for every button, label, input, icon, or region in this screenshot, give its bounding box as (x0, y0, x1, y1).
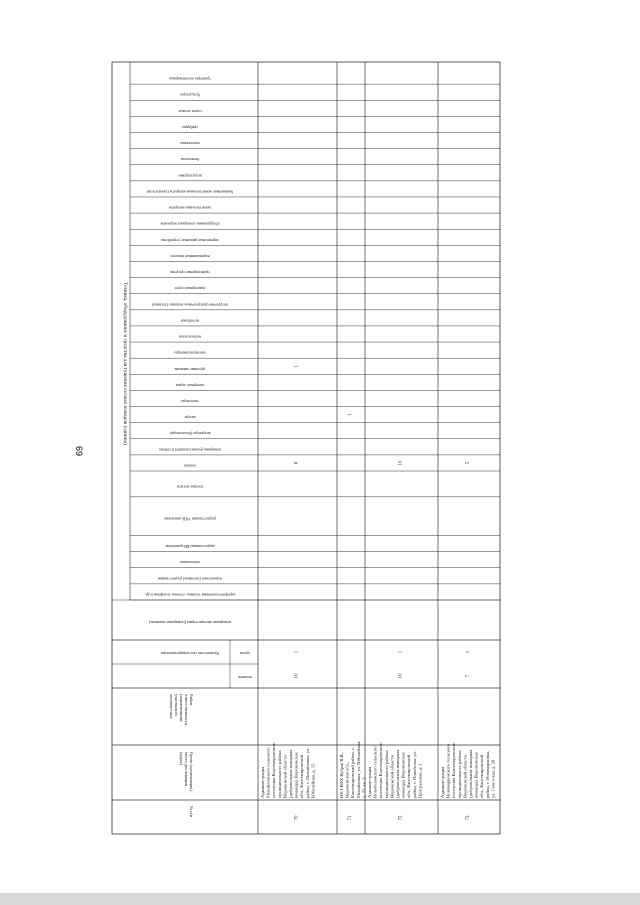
data-row-70-org-line: Юбилейная, д. 15 (310, 763, 316, 798)
data-row-72-org-line: Воронежской области (389, 755, 395, 798)
data-row-72-org-line: муниципального района (383, 750, 389, 798)
data-row-72-people: 10 (398, 673, 404, 679)
data-row-72-org-line: команда), Воронежская (400, 752, 406, 798)
fire-engine-header: пожарные автоцистерны (пожарные машины) (149, 620, 231, 625)
data-row-70-org-line: Михайловского сельского (265, 747, 271, 798)
data-row-73-org-line: ул. Советская, д. 28 (490, 759, 496, 798)
data-row-72-equipment-value: 10 (398, 460, 404, 466)
data-row-70-num: 70 (294, 815, 300, 821)
data-row-73-num: 73 (466, 815, 471, 821)
data-row-72-org-line: (добровольная пожарная (395, 749, 400, 798)
equipment-column-label: топоры-мотыги (176, 484, 204, 490)
text-line: место дислокации (183, 752, 189, 786)
text-line: участкового (173, 694, 179, 717)
equipment-column-label: воздуходувки (178, 173, 202, 179)
equipment-column-label: лопаты (183, 463, 197, 469)
data-row-73-org-line: Новомарковского сельского (445, 743, 451, 798)
text-line: Техника, оборудование и средства для тушения лесных пожаров (единиц) (122, 282, 128, 445)
equipment-column-label: водоналивные емкости (170, 253, 210, 259)
data-row-72-num: 72 (398, 815, 404, 821)
equipment-column-label: тракторы лесопожарные (169, 76, 211, 82)
data-row-70-equipment-value: 1 (294, 364, 300, 368)
data-row-73-groups: 1 (466, 650, 471, 654)
data-row-72-org-line: Центральная, д. 1 (417, 763, 423, 798)
data-row-71-org-line: ИП ГКФХ Кубрак В.В., (339, 752, 344, 798)
equipment-column-label: катера (184, 415, 196, 421)
data-row-70-org-line: Администрация (260, 766, 265, 798)
data-row-70-org-line: Воронежской области (282, 755, 288, 798)
data-row-71-org-line: Михайловка, ул. Юбилейная, (355, 740, 361, 798)
text-line: № п/п (189, 806, 194, 818)
equipment-column-label: переносные ранцевые устройства (161, 237, 219, 243)
people-header: человек (238, 675, 252, 680)
equipment-column-label: бульдозеры (180, 92, 200, 98)
data-row-72-groups: 1 (398, 650, 404, 654)
data-row-70-org-line: муниципального района (276, 750, 282, 798)
page-number: 69 (74, 446, 84, 457)
equipment-column-label: грейдеры (181, 124, 199, 130)
groups-header: групп (239, 651, 251, 656)
text-line: ответственности (183, 694, 189, 726)
equipment-column-label: мотопомпы (180, 560, 200, 566)
data-row-71-num: 71 (348, 815, 353, 821)
equipment-column-label: мотокультиваторы (174, 350, 206, 356)
data-row-70-org-line: поселения Кантемировского (271, 742, 277, 798)
text-line: (адрес) (178, 752, 184, 766)
zone-header (169, 694, 194, 726)
equipment-column-label: пожарные рукава (шланги) и стволы (159, 447, 221, 453)
equipment-column-label: тракторные плуги (174, 286, 206, 292)
equipment-column-label: мотопомпы (180, 141, 200, 147)
equipment-column-label: зажигательные аппараты (168, 205, 212, 211)
data-row-73-org-line: район, с. Новомарковка, (484, 750, 490, 798)
data-row-73-org-line: Воронежской области (462, 755, 468, 798)
data-row-70-org-line: команда), Воронежская (293, 752, 299, 798)
equipment-column-label: аэрофотосъемочная техника, сотовые телефоны и др. (144, 592, 236, 598)
data-row-71-org-line: д. 27, кв. 2 (361, 777, 367, 798)
group-header-label (122, 282, 129, 445)
people-group-header: Количество сил пожаротушения (161, 651, 219, 656)
data-row-73-org-line: муниципального района (456, 750, 462, 798)
equipment-column-label: погрузочно-разгрузочные машины (техника) (151, 302, 229, 308)
data-row-73-org-line: обл., Кантемировский (479, 754, 485, 798)
data-row-70-org-line: (добровольная пожарная (288, 749, 293, 798)
equipment-column-label: радиостанции УКВ-диапазона (164, 516, 216, 522)
data-row-72-org-line: Новобелянского сельского (372, 746, 378, 798)
equipment-column-label: радиостанции КВ-диапазона (165, 544, 215, 550)
data-row-73-people: 7 (466, 674, 471, 678)
data-row-70-org-line: район, с. Михайловка, ул. (304, 747, 310, 798)
equipment-column-label: бензопилы (180, 157, 200, 163)
equipment-column-label: вездеходы (болотоходы) (169, 431, 211, 437)
equipment-column-label: моторные лодки (176, 382, 204, 388)
data-row-71-equipment-value: 1 (348, 413, 353, 416)
data-row-70-org-line: обл., Кантемировский (299, 754, 305, 798)
data-row-72-org-line: Администрация (367, 766, 372, 798)
data-row-70-groups: 1 (294, 650, 300, 654)
equipment-column-label: грузовые машины (174, 366, 206, 372)
data-row-73-org-line: (добровольная пожарная (468, 749, 473, 798)
data-row-72-org-line: район, с. Новобелая, ул. (411, 751, 417, 798)
org-header (179, 752, 194, 792)
equipment-column-label: транспортные средства (170, 270, 210, 276)
text-line: (наименование (178, 694, 184, 722)
equipment-column-label: переносные (носимые) радиостанции (157, 576, 223, 582)
num-header (189, 806, 194, 818)
data-row-71-org-line: Кантемировский район, с. (350, 746, 356, 798)
data-row-71-org-line: Воронежская обл., (344, 761, 350, 798)
equipment-column-label: мотокосилки (178, 334, 202, 340)
text-line: лесничества) (168, 694, 174, 719)
equipment-column-label: оборудование пожарных водоемов (160, 221, 220, 227)
data-row-70-people: 10 (294, 673, 300, 679)
text-line: Район (189, 694, 194, 706)
equipment-column-label: плуги лесные (178, 108, 202, 114)
equipment-column-label: снегоходы (181, 398, 199, 404)
equipment-column-label: мотоблоки (180, 318, 200, 324)
data-row-73-org-line: команда), Воронежская (473, 752, 479, 798)
data-row-70-equipment-value: 6 (294, 461, 300, 465)
data-row-73-equipment-value: 5 (466, 461, 471, 465)
data-row-73-org-line: Администрация (440, 766, 445, 798)
data-row-73-org-line: поселения Кантемировского (451, 742, 457, 798)
text-line: Орган (организация), (189, 752, 194, 792)
data-row-72-org-line: поселения Кантемировского (378, 742, 384, 798)
data-row-72-org-line: обл., Кантемировский (406, 754, 412, 798)
equipment-column-label: бензиновые зажигательные аппараты (зажигатели) (146, 189, 234, 195)
